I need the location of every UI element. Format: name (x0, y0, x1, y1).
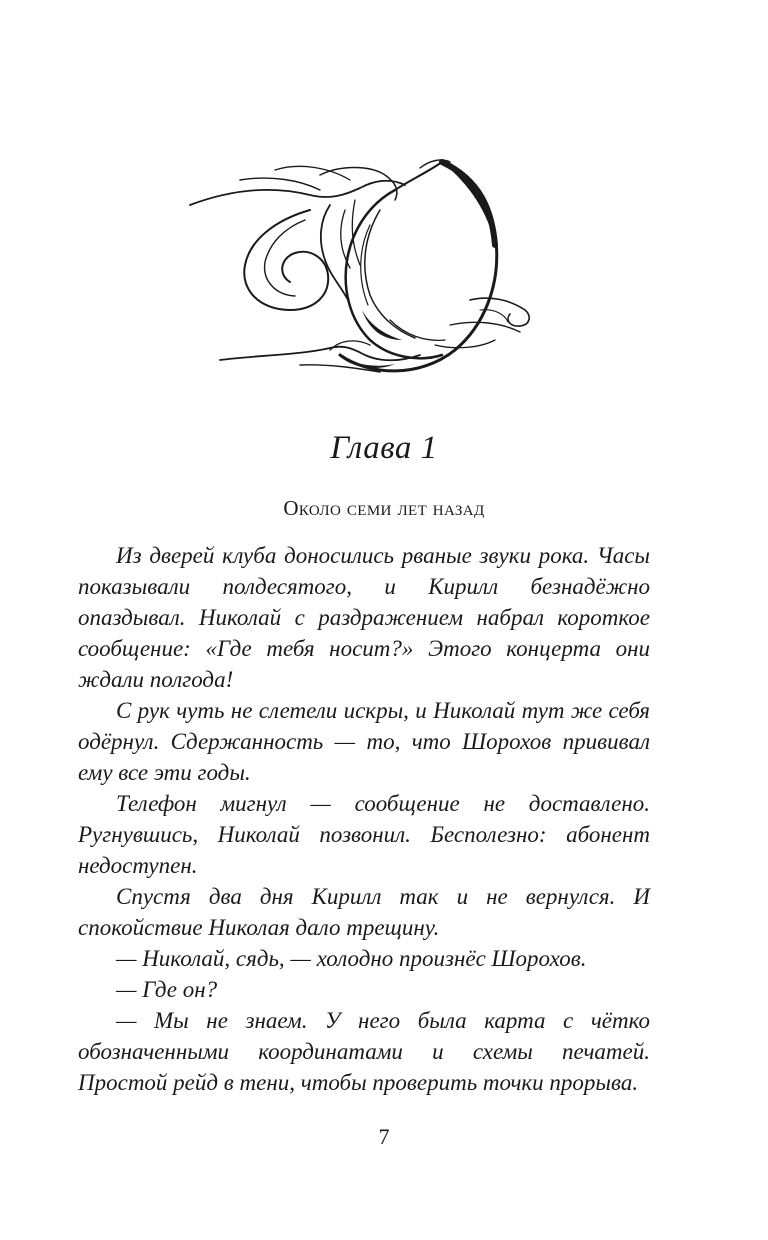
paragraph: Телефон мигнул — сообщение не доставлено. Ругнувшись, Николай позвонил. Бесполезно: абонент недоступен. (78, 791, 650, 878)
crescent-moon-icon (180, 150, 540, 385)
chapter-title: Глава 1 (330, 430, 438, 466)
paragraph: С рук чуть не слетели искры, и Николай тут же себя одёрнул. Сдержанность — то, что Шорохов прививал ему все эти годы. (78, 698, 650, 785)
dialogue-line: — Николай, сядь, — холодно произнёс Шорохов. (116, 946, 587, 971)
page-number: 7 (378, 1124, 390, 1149)
dialogue-line: — Мы не знаем. У него была карта с чётко обозначенными координатами и схемы печатей. Простой рейд в тени, чтобы проверить точки прорыва. (78, 1008, 650, 1095)
paragraph: Из дверей клуба доносились рваные звуки рока. Часы показывали полдесятого, и Кирилл безнадёжно опаздывал. Николай с раздражением набрал короткое сообщение: «Где тебя носит?» Этого концерта они ждали полгода! (78, 543, 650, 692)
chapter-body (78, 540, 650, 1098)
dialogue-line: — Где он? (116, 977, 218, 1002)
paragraph: Спустя два дня Кирилл так и не вернулся. И спокойствие Николая дало трещину. (78, 884, 650, 940)
chapter-subtitle: Около семи лет назад (283, 496, 485, 520)
